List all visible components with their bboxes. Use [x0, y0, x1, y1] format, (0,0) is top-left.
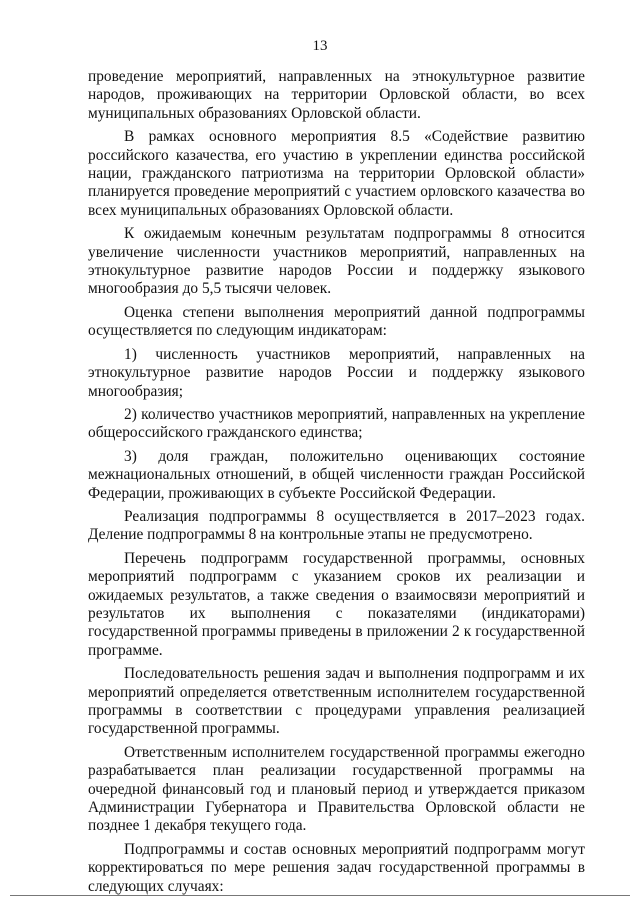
paragraph-indicators-intro: Оценка степени выполнения мероприятий данной подпрограммы осуществляется по следующим индикаторам: [88, 303, 585, 340]
paragraph-annual-plan: Ответственным исполнителем государственной программы ежегодно разрабатывается план реализации государственной программы на очередной финансовый год и плановый период и утверждается приказом Администрации Губернатора и Правительства Орловской области не позднее 1 декабря текущего года. [88, 743, 585, 835]
paragraph-continuation: проведение мероприятий, направленных на этнокультурное развитие народов, проживающих на территории Орловской области, во всех муниципальных образованиях Орловской области. [88, 68, 585, 122]
paragraph-implementation-period: Реализация подпрограммы 8 осуществляется в 2017–2023 годах. Деление подпрограммы 8 на контрольные этапы не предусмотрено. [88, 507, 585, 544]
paragraph-adjustment-cases: Подпрограммы и состав основных мероприятий подпрограмм могут корректироваться по мере решения задач государственной программы в следующих случаях: [88, 840, 585, 895]
list-item-indicator-3: 3) доля граждан, положительно оценивающих состояние межнациональных отношений, в общей численности граждан Российской Федерации, проживающих в субъекте Российской Федерации. [88, 447, 585, 502]
list-item-indicator-1: 1) численность участников мероприятий, направленных на этнокультурное развитие народов России и поддержку языкового многообразия; [88, 345, 585, 400]
body-text [88, 68, 585, 901]
list-item-indicator-2: 2) количество участников мероприятий, направленных на укрепление общероссийского гражданского единства; [88, 405, 585, 442]
paragraph-expected-results: К ожидаемым конечным результатам подпрограммы 8 относится увеличение численности участников мероприятий, направленных на этнокультурное развитие народов России и поддержку языкового многообразия до 5,5 тысячи человек. [88, 225, 585, 298]
paragraph-sequence: Последовательность решения задач и выполнения подпрограмм и их мероприятий определяется ответственным исполнителем государственной программы в соответствии с процедурами управления реализацией государственной программы. [88, 665, 585, 738]
paragraph-cossack-measure: В рамках основного мероприятия 8.5 «Содействие развитию российского казачества, его участию в укреплении единства российской нации, гражданского патриотизма на территории Орловской области» планируется проведение мероприятий с участием орловского казачества во всех муниципальных образованиях Орловской области. [88, 128, 585, 219]
paragraph-subprogram-list: Перечень подпрограмм государственной программы, основных мероприятий подпрограмм с указанием сроков их реализации и ожидаемых результатов, а также сведения о взаимосвязи мероприятий и результатов их выполнения с показателями (индикаторами) государственной программы приведены в приложении 2 к государственной программе. [88, 549, 585, 659]
page-number: 13 [312, 38, 328, 54]
bottom-border-line [10, 895, 630, 896]
